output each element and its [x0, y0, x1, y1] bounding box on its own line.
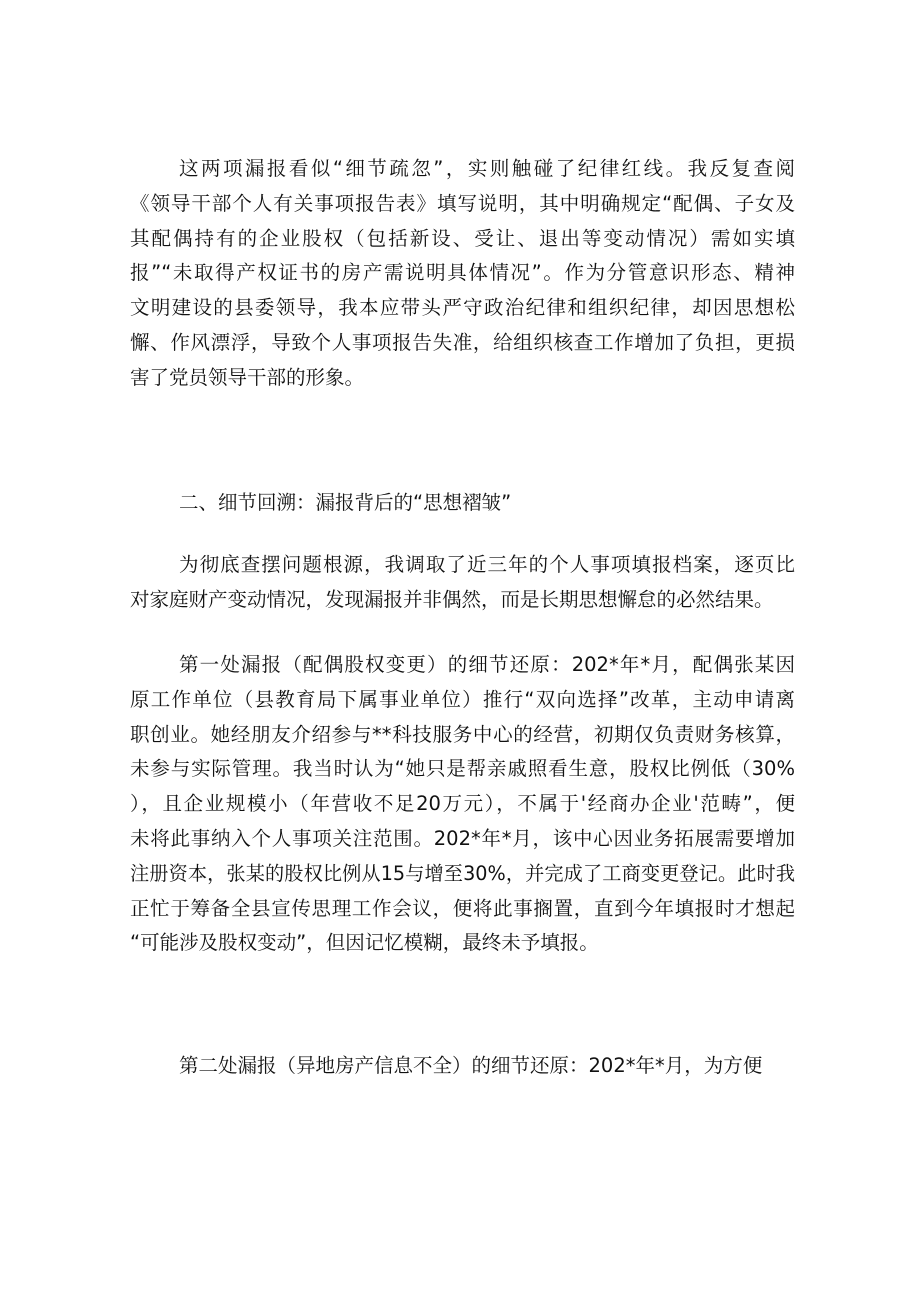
text-line: 其配偶持有的企业股权（包括新设、受让、退出等变动情况）需如实填	[130, 226, 795, 250]
text-line: “可能涉及股权变动”，但因记忆模糊，最终未予填报。	[130, 931, 599, 955]
text-line: 原工作单位（县教育局下属事业单位）推行“双向选择”改革，主动申请离	[130, 687, 795, 711]
text-line: 未参与实际管理。我当时认为“她只是帮亲戚照看生意，股权比例低（30%	[130, 757, 795, 781]
paragraph-5	[130, 1049, 795, 1084]
section-heading	[130, 486, 795, 521]
text-line: 害了党员领导干部的形象。	[130, 365, 365, 389]
paragraph-3	[130, 548, 795, 618]
text-line: 懈、作风漂浮，导致个人事项报告失准，给组织核查工作增加了负担，更损	[130, 330, 795, 354]
text-line: 职创业。她经朋友介绍参与**科技服务中心的经营，初期仅负责财务核算，	[130, 722, 795, 746]
text-line: 为彻底查摆问题根源，我调取了近三年的个人事项填报档案，逐页比	[179, 553, 795, 576]
text-line: 第一处漏报（配偶股权变更）的细节还原：202*年*月，配偶张某因	[179, 653, 795, 676]
text-line: ），且企业规模小（年营收不足20万元），不属于'经商办企业'范畴”，便	[130, 792, 795, 816]
text-line: 注册资本，张某的股权比例从15与增至30%，并完成了工商变更登记。此时我	[130, 861, 795, 885]
text-line: 正忙于筹备全县宣传思理工作会议，便将此事搁置，直到今年填报时才想起	[130, 896, 795, 920]
text-line: 第二处漏报（异地房产信息不全）的细节还原：202*年*月，为方便	[179, 1054, 763, 1077]
paragraph-1	[130, 152, 795, 396]
paragraph-4	[130, 648, 795, 961]
text-line: 文明建设的县委领导，我本应带头严守政治纪律和组织纪律，却因思想松	[130, 296, 795, 320]
heading-text: 二、细节回溯：漏报背后的“思想褶皱”	[179, 491, 512, 514]
text-line: 未将此事纳入个人事项关注范围。202*年*月，该中心因业务拓展需要增加	[130, 826, 795, 850]
text-line: 《领导干部个人有关事项报告表》填写说明，其中明确规定“配偶、子女及	[130, 191, 795, 215]
text-line: 报”“未取得产权证书的房产需说明具体情况”。作为分管意识形态、精神	[130, 261, 795, 285]
text-line: 对家庭财产变动情况，发现漏报并非偶然，而是长期思想懈怠的必然结果。	[130, 587, 774, 611]
text-line: 这两项漏报看似“细节疏忽”，实则触碰了纪律红线。我反复查阅	[179, 157, 795, 180]
